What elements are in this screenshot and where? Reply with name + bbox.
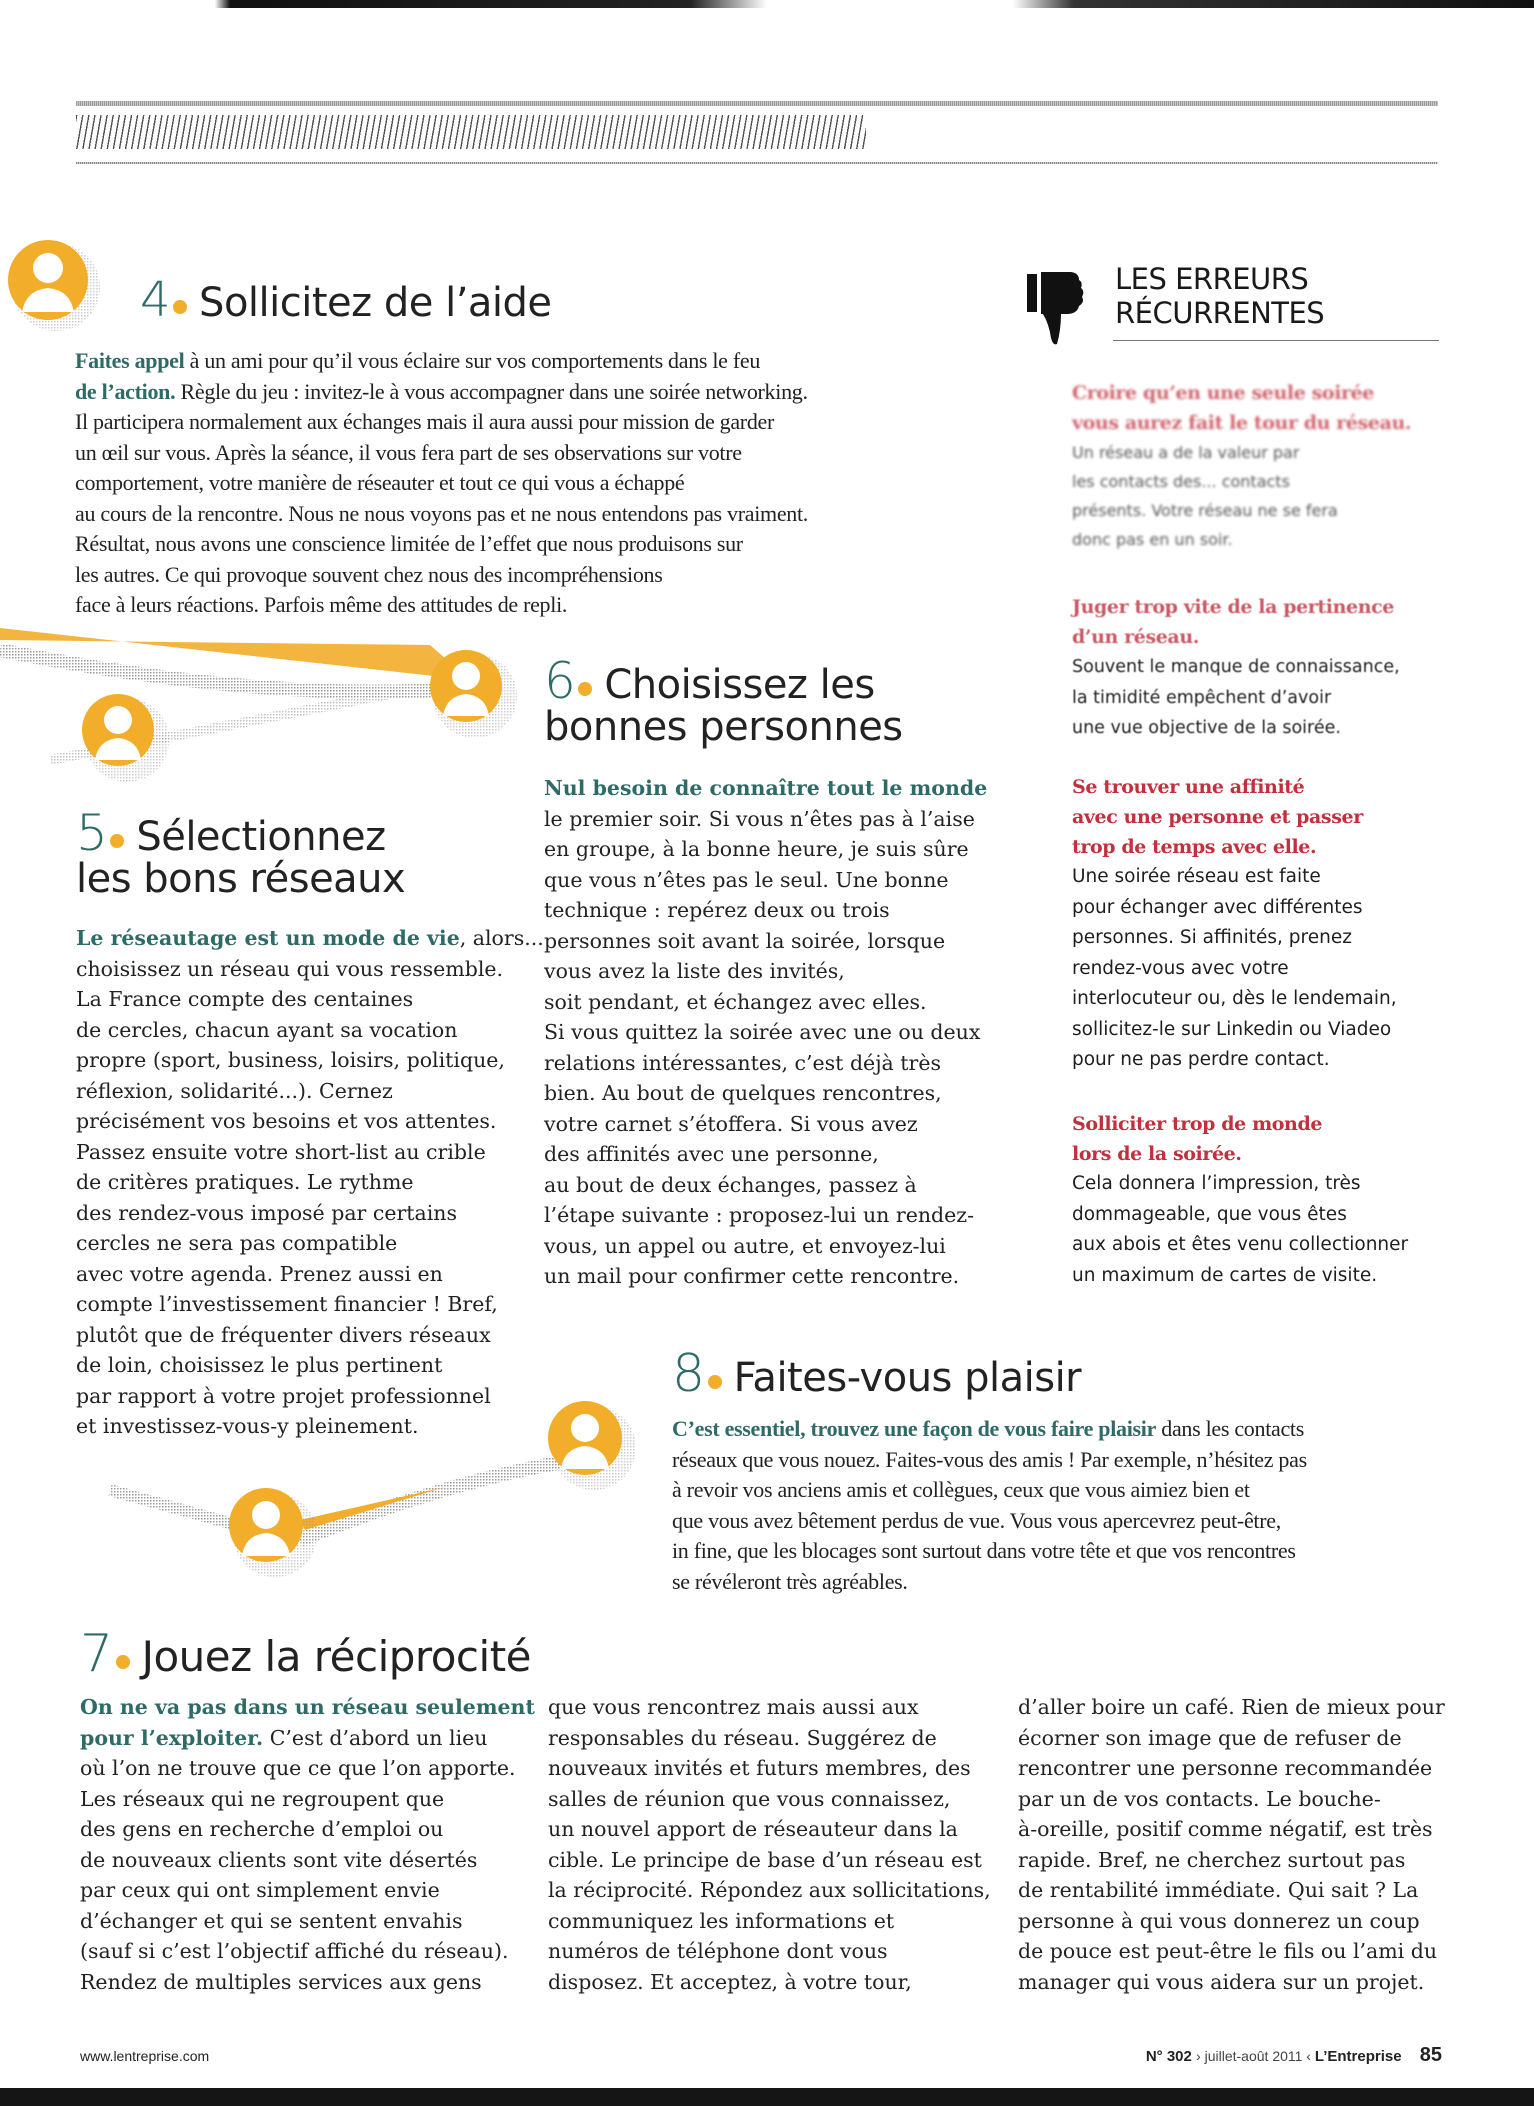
- issue-number: N° 302: [1145, 2048, 1192, 2065]
- person-icon: [229, 1488, 317, 1577]
- dotted-connector: [300, 1460, 575, 1540]
- bullet-dot: [173, 300, 187, 314]
- sidebar-title: LES ERREURS RÉCURRENTES: [1115, 262, 1325, 330]
- error-item: Croire qu’en une seule soirée vous aurez fait le tour du réseau. Un réseau a de la valeur par les contacts des... contacts présents. Votre réseau ne se fera donc pas en un soir.: [1072, 382, 1412, 549]
- section-7-col-1: On ne va pas dans un réseau seulement pour l’exploiter. C’est d’abord un lieu où l’on ne trouve que ce que l’on apporte. Les réseaux qui ne regroupent que des gens en recherche d’emploi ou de nouveaux clients sont vite désertés par ceux qui ont simplement envie d’échanger et qui se sentent envahis (sauf si c’est l’objectif affiché du réseau). Rendez de multiples services aux gens: [80, 1695, 535, 1994]
- thumbs-down-icon: [1027, 268, 1091, 348]
- dotted-connector: [0, 650, 440, 692]
- section-7-col-2: que vous rencontrez mais aussi aux responsables du réseau. Suggérez de nouveaux invités et futurs membres, des salles de réunion que vous connaissez, un nouvel apport de réseauteur dans la cible. Le principe de base d’un réseau est la réciprocité. Répondez aux sollicitations, communiquez les informations et numéros de téléphone dont vous disposez. Et acceptez, à votre tour,: [548, 1695, 991, 1994]
- person-icon: [430, 650, 517, 738]
- section-6-title: 6 Choisissez les bonnes personnes: [544, 652, 903, 750]
- person-icon: [82, 694, 169, 782]
- dotted-connector: [50, 690, 410, 760]
- section-7-col-3: d’aller boire un café. Rien de mieux pour écorner son image que de refuser de rencontrer une personne recommandée par un de vos contacts. Le bouche- à-oreille, positif comme négatif, est très rapide. Bref, ne cherchez surtout pas de rentabilité immédiate. Qui sait ? La personne à qui vous donnerez un coup de pouce est peut-être le fils ou l’ami du manager qui vous aidera sur un projet.: [1018, 1695, 1445, 1994]
- yellow-connector: [0, 628, 470, 680]
- error-item: Solliciter trop de monde lors de la soirée. Cela donnera l’impression, très dommageable, que vous êtes aux abois et êtes venu collectionner un maximum de cartes de visite.: [1072, 1113, 1409, 1286]
- scan-edge-bottom: [0, 2088, 1534, 2106]
- person-icon: [8, 240, 100, 331]
- section-7-number: 7: [80, 1624, 113, 1684]
- section-8-title: 8 Faites-vous plaisir: [672, 1344, 1082, 1404]
- section-5-body: Le réseautage est un mode de vie, alors... choisissez un réseau qui vous ressemble. La France compte des centaines de cercles, chacun ayant sa vocation propre (sport, business, loisirs, politique, réflexion, solidarité...). Cernez précisément vos besoins et vos attentes. Passez ensuite votre short-list au crible de critères pratiques. Le rythme des rendez-vous imposé par certains cercles ne sera pas compatible avec votre agenda. Prenez aussi en compte l’investissement financier ! Bref, plutôt que de fréquenter divers réseaux de loin, choisissez le plus pertinent par rapport à votre projet professionnel et investissez-vous-y pleinement.: [76, 926, 544, 1438]
- section-6-number: 6: [544, 652, 576, 710]
- bullet-dot: [116, 1655, 130, 1669]
- dotted-connector: [110, 1490, 255, 1530]
- person-icon: [548, 1401, 636, 1490]
- footer-website-url: www.lentreprise.com: [80, 2048, 210, 2064]
- yellow-connector: [300, 1487, 445, 1530]
- page-number: 85: [1419, 2044, 1442, 2066]
- bullet-dot: [110, 834, 124, 848]
- header-rule-bottom: [76, 162, 1438, 164]
- footer-folio: N° 302 › juillet-août 2011 ‹ L’Entreprise 85: [1145, 2044, 1442, 2066]
- bullet-dot: [578, 682, 592, 696]
- section-5-title: 5 Sélectionnez les bons réseaux: [76, 804, 406, 902]
- header-hatch-band: [76, 115, 866, 149]
- section-5-number: 5: [76, 804, 108, 862]
- magazine-name: L’Entreprise: [1314, 2048, 1402, 2065]
- error-item: Juger trop vite de la pertinence d’un réseau. Souvent le manque de connaissance, la timidité empêchent d’avoir une vue objective de la soirée.: [1072, 596, 1400, 738]
- section-6-body: Nul besoin de connaître tout le monde le premier soir. Si vous n’êtes pas à l’aise en groupe, à la bonne heure, je suis sûre que vous n’êtes pas le seul. Une bonne technique : repérez deux ou trois personnes soit avant la soirée, lorsque vous avez la liste des invités, soit pendant, et échangez avec elles. Si vous quittez la soirée avec une ou deux relations intéressantes, c’est déjà très bien. Au bout de quelques rencontres, votre carnet s’étoffera. Si vous avez des affinités avec une personne, au bout de deux échanges, passez à l’étape suivante : proposez-lui un rendez- vous, un appel ou autre, et envoyez-lui un mail pour confirmer cette rencontre.: [544, 776, 988, 1288]
- section-4-body: Faites appel à un ami pour qu’il vous éclaire sur vos comportements dans le feu de l’action. Règle du jeu : invitez-le à vous accompagner dans une soirée networking. Il participera normalement aux échanges mais il aura aussi pour mission de garder un œil sur vous. Après la séance, il vous fera part de ses observations sur votre comportement, votre manière de réseauter et tout ce qui vous a échappé au cours de la rencontre. Nous ne nous voyons pas et ne nous entendons pas vraiment. Résultat, nous avons une conscience limitée de l’effet que nous produisons sur les autres. Ce qui provoque souvent chez nous des incompréhensions face à leurs réactions. Parfois même des attitudes de repli.: [75, 348, 809, 617]
- section-7-title: 7 Jouez la réciprocité: [80, 1624, 532, 1684]
- sidebar-rule: [1113, 340, 1439, 341]
- section-8-body: C’est essentiel, trouvez une façon de vous faire plaisir dans les contacts réseaux que vous nouez. Faites-vous des amis ! Par exemple, n’hésitez pas à revoir vos anciens amis et collègues, ceux que vous aimiez bien et que vous avez bêtement perdus de vue. Vous vous apercevrez peut-être, in fine, que les blocages sont surtout dans votre tête et que vos rencontres se révéleront très agréables.: [672, 1416, 1307, 1594]
- error-item: Se trouver une affinité avec une personne et passer trop de temps avec elle. Une soirée réseau est faite pour échanger avec différentes personnes. Si affinités, prenez rendez-vous avec votre interlocuteur ou, dès le lendemain, sollicitez-le sur Linkedin ou Viadeo pour ne pas perdre contact.: [1072, 776, 1397, 1070]
- section-4-number: 4: [140, 272, 171, 328]
- issue-date: juillet-août 2011: [1204, 2048, 1303, 2064]
- header-rule: [76, 101, 1438, 106]
- bullet-dot: [708, 1375, 722, 1389]
- section-8-number: 8: [672, 1344, 705, 1404]
- scan-edge-top: [0, 0, 1534, 8]
- section-4-title: 4 Sollicitez de l’aide: [140, 272, 552, 328]
